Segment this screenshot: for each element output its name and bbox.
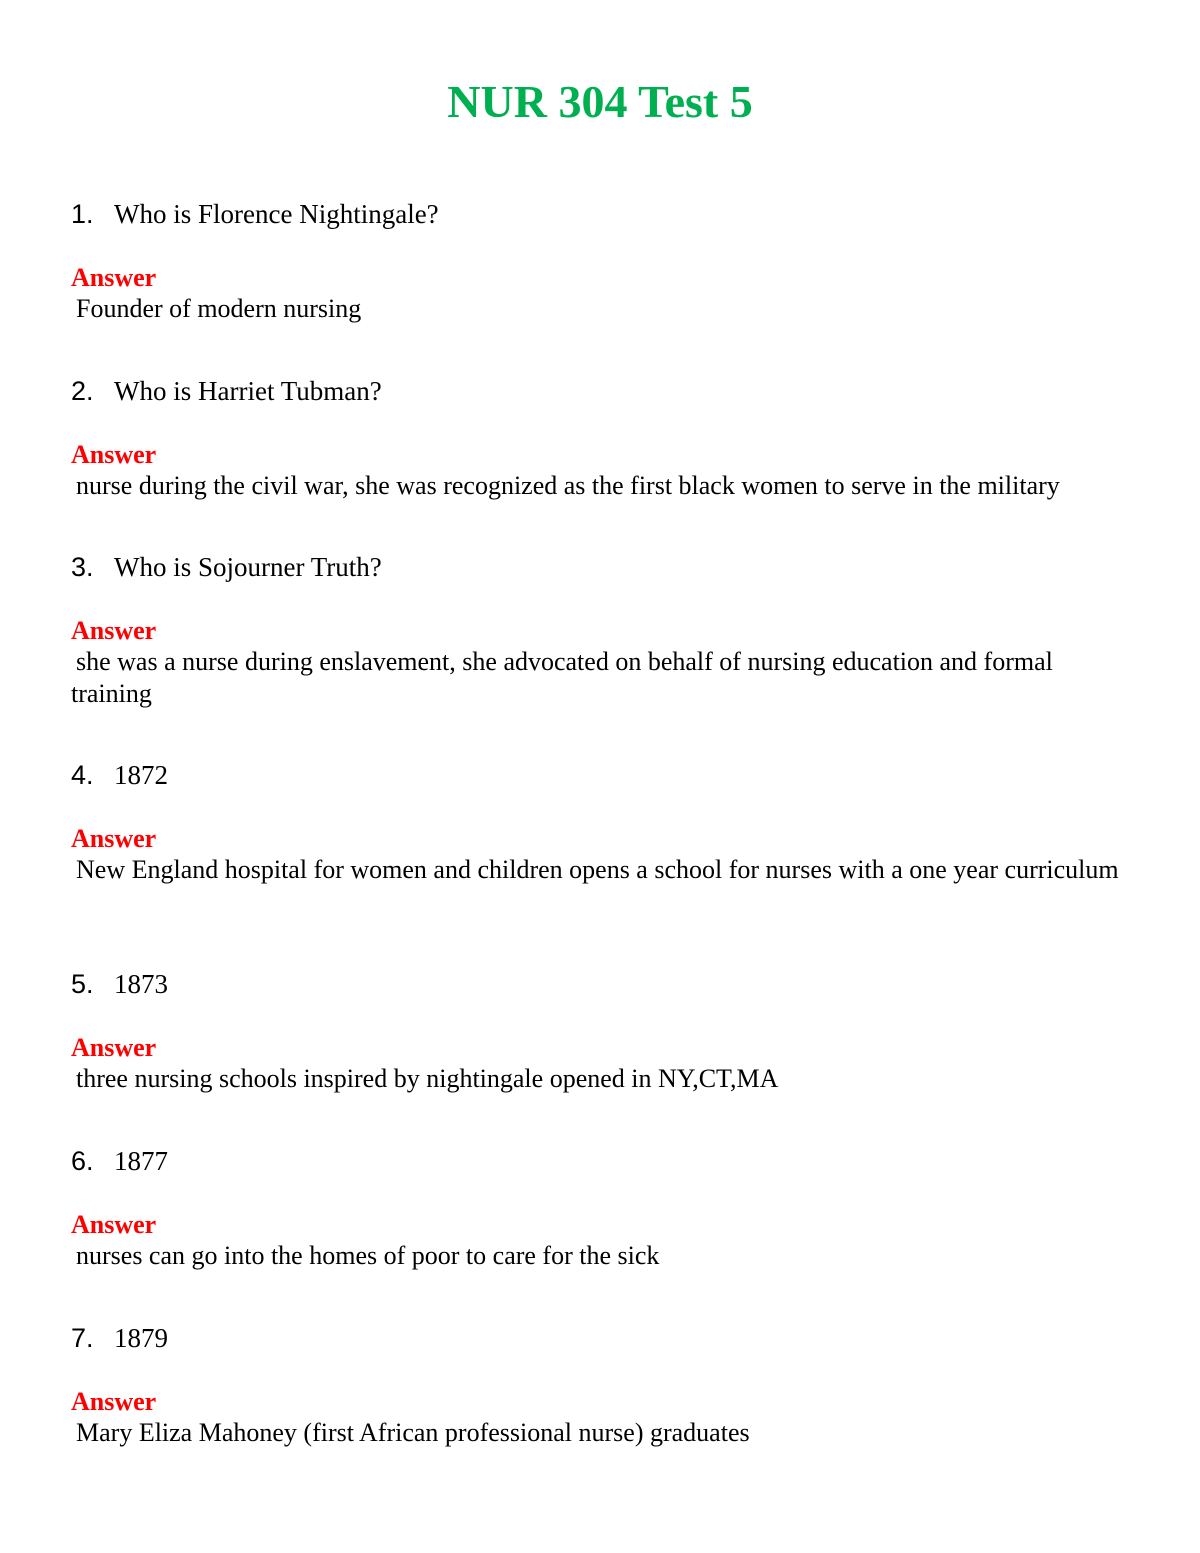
document-title: NUR 304 Test 5 (447, 76, 753, 127)
qa-item-7 (71, 1323, 1131, 1449)
answer-label: Answer (71, 263, 157, 292)
question (71, 1323, 1131, 1363)
question-text: 1879 (114, 1323, 168, 1353)
question-number: 1. (71, 199, 94, 229)
answer-text: she was a nurse during enslavement, she advocated on behalf of nursing education and formal training (71, 647, 1053, 708)
qa-item-4 (71, 760, 1131, 886)
question (71, 969, 1131, 1009)
question-number: 7. (71, 1323, 94, 1353)
question (71, 199, 1131, 239)
question-number: 3. (71, 552, 94, 582)
question-text: Who is Harriet Tubman? (114, 376, 382, 406)
question-number: 6. (71, 1146, 94, 1176)
answer-text: Founder of modern nursing (76, 294, 362, 323)
answer-label: Answer (71, 440, 157, 469)
question (71, 1146, 1131, 1186)
answer-label: Answer (71, 1387, 157, 1416)
answer-text: nurses can go into the homes of poor to care for the sick (76, 1241, 660, 1270)
answer-text: three nursing schools inspired by nightingale opened in NY,CT,MA (76, 1064, 779, 1093)
question-text: 1877 (114, 1146, 168, 1176)
qa-item-2 (71, 376, 1131, 502)
question-text: 1872 (114, 760, 168, 790)
question (71, 552, 1131, 592)
answer-text: nurse during the civil war, she was recognized as the first black women to serve in the military (76, 471, 1060, 500)
answer-text: New England hospital for women and children opens a school for nurses with a one year curriculum (76, 855, 1119, 884)
qa-item-1 (71, 199, 1131, 325)
question (71, 760, 1131, 800)
answer-label: Answer (71, 616, 157, 645)
answer-label: Answer (71, 1210, 157, 1239)
answer-label: Answer (71, 824, 157, 853)
question-number: 5. (71, 969, 94, 999)
question-text: Who is Florence Nightingale? (114, 199, 439, 229)
answer-text: Mary Eliza Mahoney (first African professional nurse) graduates (76, 1418, 750, 1447)
question-text: Who is Sojourner Truth? (114, 552, 382, 582)
qa-item-5 (71, 969, 1131, 1095)
qa-item-6 (71, 1146, 1131, 1272)
qa-item-3 (71, 552, 1131, 710)
question-text: 1873 (114, 969, 168, 999)
question (71, 376, 1131, 416)
answer-label: Answer (71, 1033, 157, 1062)
question-number: 4. (71, 760, 94, 790)
question-number: 2. (71, 376, 94, 406)
